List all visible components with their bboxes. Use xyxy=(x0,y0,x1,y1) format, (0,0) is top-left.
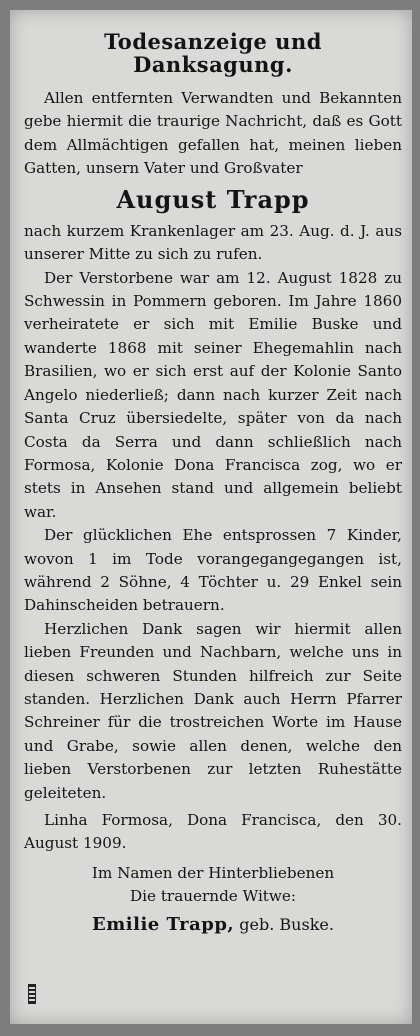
notice-title: Todesanzeige und Danksagung. xyxy=(104,29,322,78)
deceased-name: August Trapp xyxy=(116,185,310,215)
place-date: Linha Formosa, Dona Francisca, den 30. August 1909. xyxy=(24,811,402,853)
on-behalf-line: Im Namen der Hinterbliebenen xyxy=(91,863,335,882)
death-paragraph: nach kurzem Krankenlager am 23. Aug. d. J. aus unserer Mitte zu sich zu rufen. xyxy=(24,221,402,264)
widow-label: Die trauernde Witwe: xyxy=(129,887,297,906)
family-paragraph: Der glücklichen Ehe entsprossen 7 Kinder, wovon 1 im Tode vorangegangegangen ist, während 2 Söhne, 4 Töchter u. 29 Enkel sein Dahinscheiden betrauern. xyxy=(24,526,402,615)
death-notice xyxy=(24,18,402,936)
biography-paragraph: Der Verstorbene war am 12. August 1828 zu Schwessin in Pommern geboren. Im Jahre 1860 verheiratete er sich mit Emilie Buske und wanderte 1868 mit seiner Ehegemahlin nach Brasilien, wo er sich erst auf der Kolonie Santo Angelo niederließ; dann nach kurzer Zeit nach Santa Cruz übersiedelte, später von da nach Costa da Serra und dann schließlich nach Formosa, Kolonie Dona Francisca zog, wo er stets in Ansehen stand und allgemein beliebt war. xyxy=(24,268,402,521)
print-mark xyxy=(28,984,36,1004)
intro-paragraph: Allen entfernten Verwandten und Bekannten gebe hiermit die traurige Nachricht, daß es Gott dem Allmächtigen gefallen hat, meinen lieben Gatten, unsern Vater und Großvater xyxy=(24,88,402,178)
maiden-name: geb. Buske. xyxy=(239,914,334,934)
signature-line xyxy=(24,913,402,936)
widow-name: Emilie Trapp, xyxy=(92,913,235,935)
thanks-paragraph: Herzlichen Dank sagen wir hiermit allen lieben Freunden und Nachbarn, welche uns in diesen schweren Stunden hilfreich zur Seite standen. Herzlichen Dank auch Herrn Pfarrer Schreiner für die trostreichen Worte im Hause und Grabe, sowie allen denen, welche den lieben Verstorbenen zur letzten Ruhestätte geleiteten. xyxy=(24,619,402,802)
